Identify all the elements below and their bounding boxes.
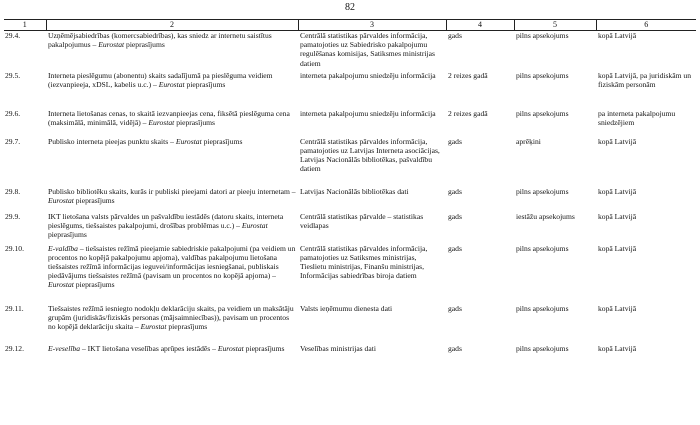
table-row: [4, 71, 696, 109]
row-coverage: pilns apsekojums: [516, 108, 569, 118]
row-scope: kopā Latvijā: [598, 343, 637, 353]
row-coverage: pilns apsekojums: [516, 31, 569, 40]
statistics-table: [4, 19, 696, 366]
row-description: [46, 212, 298, 244]
table-row: [4, 137, 696, 187]
row-description: [46, 244, 298, 304]
table-row: [4, 187, 696, 212]
row-description: [46, 344, 298, 366]
column-header: 4: [446, 20, 514, 31]
table-row: [4, 212, 696, 244]
row-scope: kopā Latvijā: [598, 303, 637, 313]
description-text: – IKT lietošana veselības aprūpes iestādēs –: [80, 343, 216, 353]
request-label: pieprasījums: [75, 195, 115, 205]
row-source: interneta pakalpojumu sniedzēju informācija: [300, 108, 436, 118]
row-coverage: pilns apsekojums: [516, 343, 569, 353]
row-scope: kopā Latvijā: [598, 186, 637, 196]
description-text: Interneta pieslēgumu (abonentu) skaits sadalījumā pa pieslēguma veidiem (iezvanpieeja, xDSL, kabelis u.c.) –: [48, 70, 273, 89]
row-number: 29.6.: [5, 108, 21, 118]
row-period: 2 reizes gadā: [448, 70, 488, 80]
row-source: Centrālā statistikas pārvaldes informācija, pamatojoties uz Satiksmes ministrijas, Tieslietu ministrijas, Finanšu ministrijas, Informācijas sabiedrības biroja datiem: [300, 243, 428, 281]
request-label: pieprasījums: [48, 229, 87, 239]
description-italic-term: E-veselība: [48, 343, 81, 353]
eurostat-label: Eurostat: [48, 280, 74, 290]
row-period: gads: [448, 31, 462, 40]
description-italic-term: E-valdība: [48, 243, 78, 253]
table-row: [4, 109, 696, 137]
row-period: gads: [448, 186, 462, 196]
row-description: [46, 71, 298, 109]
request-label: pieprasījums: [245, 343, 285, 353]
request-label: pieprasījums: [186, 79, 226, 89]
table-body: [4, 31, 696, 366]
row-description: [46, 304, 298, 344]
eurostat-label: Eurostat: [241, 220, 268, 230]
row-period: 2 reizes gadā: [448, 108, 488, 118]
request-label: pieprasījums: [126, 40, 165, 50]
row-scope: kopā Latvijā, pa juridiskām un fiziskām personām: [598, 70, 692, 89]
row-number: 29.12.: [5, 343, 24, 353]
row-source: Valsts ieņēmumu dienesta dati: [300, 303, 393, 313]
row-coverage: pilns apsekojums: [516, 243, 569, 253]
row-scope: kopā Latvijā: [598, 243, 637, 253]
row-description: [46, 31, 298, 71]
row-source: Centrālā statistikas pārvaldes informācija, pamatojoties uz Latvijas Interneta asociācijas, Latvijas Nacionālās bibliotēkas, pašvaldību datiem: [300, 136, 440, 174]
row-coverage: aprēķini: [516, 136, 541, 146]
row-period: gads: [448, 243, 462, 253]
description-text: Interneta lietošanas cenas, to skaitā iezvanpieejas cena, fiksētā pieslēguma cena (maksimālā, minimālā, vidējā) –: [48, 108, 290, 127]
page-number: 82: [345, 2, 355, 13]
request-label: pieprasījums: [176, 117, 215, 127]
row-number: 29.8.: [5, 186, 21, 196]
row-source: interneta pakalpojumu sniedzēju informācija: [300, 70, 436, 80]
description-text: Tiešsaistes režīmā iesniegto nodokļu deklarāciju skaits, pa veidiem un maksātāju grupām (juridiskās/fiziskās personas (mājsaimniecības)), pavisam un procentos no kopējā deklarāciju skaita –: [48, 303, 294, 331]
table-row: [4, 244, 696, 304]
row-number: 29.5.: [5, 70, 21, 80]
row-description: [46, 187, 298, 212]
description-text: IKT lietošana valsts pārvaldes un pašvaldību iestādēs (datoru skaits, interneta pieslēgums, tiešsaistes pakalpojumi, drošības problēmas u.c.) –: [48, 211, 284, 230]
request-label: pieprasījums: [203, 136, 243, 146]
row-coverage: iestāžu apsekojums: [516, 211, 575, 221]
eurostat-label: Eurostat: [217, 343, 244, 353]
row-period: gads: [448, 136, 462, 146]
row-number: 29.4.: [5, 31, 21, 40]
row-source: Latvijas Nacionālās bibliotēkas dati: [300, 186, 409, 196]
row-number: 29.10.: [5, 243, 24, 253]
request-label: pieprasījums: [75, 280, 115, 290]
description-text: – tiešsaistes režīmā pieejamie sabiedriskie pakalpojumi (pa veidiem un procentos no kopējā pakalpojumu apjoma), valdības pakalpojumu lietošana tiešsaistes režīmā informācijas ieguvei/informācijas iesniegšanai, publiskais piedāvājums tiešsaistes režīmā (pavisam un procentos no kopējā apjoma) –: [48, 243, 296, 281]
column-header: 5: [514, 20, 596, 31]
table-row: [4, 304, 696, 344]
column-header: 6: [596, 20, 696, 31]
row-description: [46, 137, 298, 187]
eurostat-label: Eurostat: [148, 117, 175, 127]
column-header: 3: [298, 20, 446, 31]
row-coverage: pilns apsekojums: [516, 70, 569, 80]
row-scope: kopā Latvijā: [598, 211, 637, 221]
row-scope: pa interneta pakalpojumu sniedzējiem: [598, 108, 676, 127]
row-period: gads: [448, 343, 462, 353]
column-number-row: [4, 20, 696, 31]
column-header: 1: [4, 20, 46, 31]
description-text: Publisko bibliotēku skaits, kurās ir publiski pieejami datori ar pieeju internetam –: [48, 186, 296, 196]
row-coverage: pilns apsekojums: [516, 303, 569, 313]
row-source: Centrālā statistikas pārvalde – statistikas veidlapas: [300, 211, 424, 230]
row-coverage: pilns apsekojums: [516, 186, 569, 196]
description-text: Publisko interneta pieejas punktu skaits –: [48, 136, 174, 146]
row-number: 29.11.: [5, 303, 24, 313]
table-row: [4, 31, 696, 71]
eurostat-label: Eurostat: [48, 195, 74, 205]
row-description: [46, 109, 298, 137]
row-period: gads: [448, 211, 462, 221]
eurostat-label: Eurostat: [158, 79, 185, 89]
row-period: gads: [448, 303, 462, 313]
row-scope: kopā Latvijā: [598, 31, 637, 40]
eurostat-label: Eurostat: [140, 321, 167, 331]
description-text: Uzņēmējsabiedrības (komercsabiedrības), kas sniedz ar internetu saistītus pakalpojumus –: [48, 31, 272, 50]
row-source: Veselības ministrijas dati: [300, 343, 376, 353]
column-header: 2: [46, 20, 298, 31]
row-source: Centrālā statistikas pārvaldes informācija, pamatojoties uz Sabiedrisko pakalpojumu regulēšanas komisijas, Satiksmes ministrijas datiem: [300, 31, 435, 68]
table-row: [4, 344, 696, 366]
row-number: 29.9.: [5, 211, 21, 221]
eurostat-label: Eurostat: [175, 136, 202, 146]
row-number: 29.7.: [5, 136, 21, 146]
eurostat-label: Eurostat: [98, 40, 125, 50]
row-scope: kopā Latvijā: [598, 136, 637, 146]
request-label: pieprasījums: [168, 321, 208, 331]
